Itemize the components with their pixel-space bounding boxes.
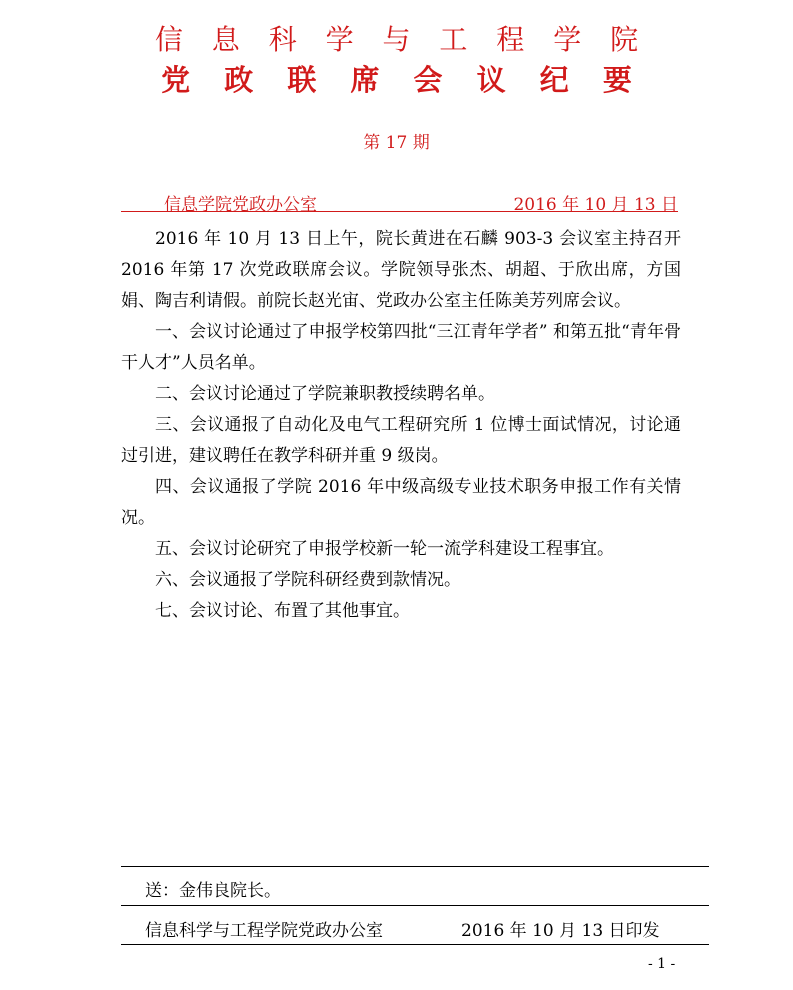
paragraph-item-6: 六、会议通报了学院科研经费到款情况。	[155, 570, 461, 590]
paragraph-intro: 2016 年 10 月 13 日上午，院长黄进在石麟 903-3 会议室主持召开 2016 年第 17 次党政联席会议。学院领导张杰、胡超、于欣出席，方国娟、陶吉利请假。前院长赵光宙、党政办公室主任陈美芳列席会议。	[121, 229, 681, 311]
paragraph-item-2: 二、会议讨论通过了学院兼职教授续聘名单。	[155, 384, 495, 404]
doc-title: 党 政 联 席 会 议 纪 要	[161, 63, 644, 97]
page-number: - 1 -	[648, 956, 676, 972]
footer-issuer: 信息科学与工程学院党政办公室	[145, 921, 383, 941]
footer-issue-date: 2016 年 10 月 13 日印发	[461, 921, 660, 941]
paragraph-item-5: 五、会议讨论研究了申报学校新一轮一流学科建设工程事宜。	[155, 539, 614, 559]
footer-divider-middle	[121, 905, 709, 906]
minutes-body	[121, 224, 681, 627]
footer-divider-top	[121, 866, 709, 867]
paragraph-item-7: 七、会议讨论、布置了其他事宜。	[155, 601, 410, 621]
paragraph-item-4: 四、会议通报了学院 2016 年中级高级专业技术职务申报工作有关情况。	[121, 477, 681, 528]
org-title: 信 息 科 学 与 工 程 学 院	[154, 23, 649, 56]
send-to-line: 送：金伟良院长。	[145, 881, 281, 901]
paragraph-item-1: 一、会议讨论通过了申报学校第四批“三江青年学者” 和第五批“青年骨干人才”人员名单。	[121, 322, 681, 373]
issue-number: 第 17 期	[363, 133, 430, 153]
paragraph-item-3: 三、会议通报了自动化及电气工程研究所 1 位博士面试情况，讨论通过引进，建议聘任在教学科研并重 9 级岗。	[121, 415, 681, 466]
header-divider	[121, 211, 678, 212]
issue-date: 2016 年 10 月 13 日	[513, 195, 678, 215]
footer-divider-bottom	[121, 944, 709, 945]
issuer-office: 信息学院党政办公室	[164, 195, 317, 215]
